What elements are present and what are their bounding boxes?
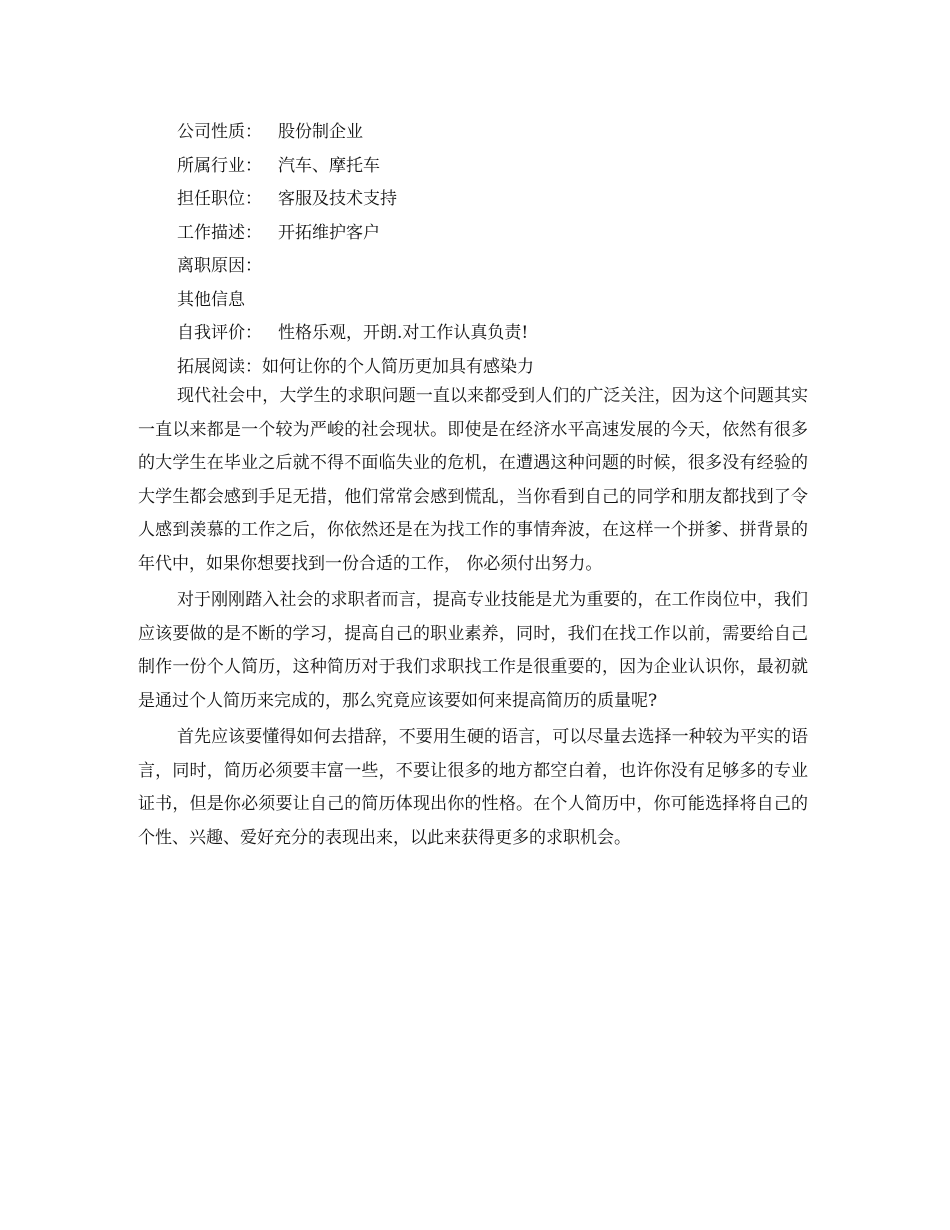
- paragraph: 对于刚刚踏入社会的求职者而言，提高专业技能是尤为重要的，在工作岗位中，我们应该要做的是不断的学习，提高自己的职业素养，同时，我们在找工作以前，需要给自己制作一份个人简历，这种简历对于我们求职找工作是很重要的，因为企业认识你，最初就是通过个人简历来完成的，那么究竟应该要如何来提高简历的质量呢?: [138, 590, 808, 711]
- field-label: 其他信息: [177, 289, 245, 310]
- field-value: 股份制企业: [278, 122, 363, 142]
- field-position: [177, 183, 817, 217]
- field-value: 如何让你的个人简历更加具有感染力: [262, 356, 534, 377]
- field-label: 公司性质：: [177, 122, 262, 142]
- field-self-evaluation: [177, 317, 817, 351]
- field-extended-reading: [177, 351, 817, 385]
- field-label: 工作描述：: [177, 222, 262, 243]
- field-label: 所属行业：: [177, 155, 262, 176]
- field-label: 担任职位：: [177, 189, 262, 209]
- field-value: 客服及技术支持: [278, 189, 397, 209]
- paragraph: 首先应该要懂得如何去措辞，不要用生硬的语言，可以尽量去选择一种较为平实的语言，同时，简历必须要丰富一些，不要让很多的地方都空白着，也许你没有足够多的专业证书，但是你必须要让自己的简历体现出你的性格。在个人简历中，你可能选择将自己的个性、兴趣、爱好充分的表现出来，以此来获得更多的求职机会。: [138, 727, 808, 848]
- field-job-description: [177, 217, 817, 251]
- field-label: 自我评价：: [177, 323, 262, 343]
- field-label: 拓展阅读：: [177, 356, 262, 377]
- field-company-type: [177, 116, 817, 150]
- field-value: 性格乐观，开朗.对工作认真负责!: [278, 323, 529, 343]
- article-body: [138, 380, 808, 858]
- field-other-info: [177, 284, 817, 318]
- field-value: 开拓维护客户: [278, 222, 380, 243]
- field-leave-reason: [177, 250, 817, 284]
- field-industry: [177, 150, 817, 184]
- resume-field-list: [177, 116, 817, 384]
- field-label: 离职原因：: [177, 256, 262, 276]
- paragraph: 现代社会中，大学生的求职问题一直以来都受到人们的广泛关注，因为这个问题其实一直以来都是一个较为严峻的社会现状。即使是在经济水平高速发展的今天，依然有很多的大学生在毕业之后就不得不面临失业的危机，在遭遇这种问题的时候，很多没有经验的大学生都会感到手足无措，他们常常会感到慌乱，当你看到自己的同学和朋友都找到了令人感到羡慕的工作之后，你依然还是在为找工作的事情奔波，在这样一个拼爹、拼背景的年代中，如果你想要找到一份合适的工作， 你必须付出努力。: [138, 386, 808, 574]
- field-value: 汽车、摩托车: [278, 155, 380, 176]
